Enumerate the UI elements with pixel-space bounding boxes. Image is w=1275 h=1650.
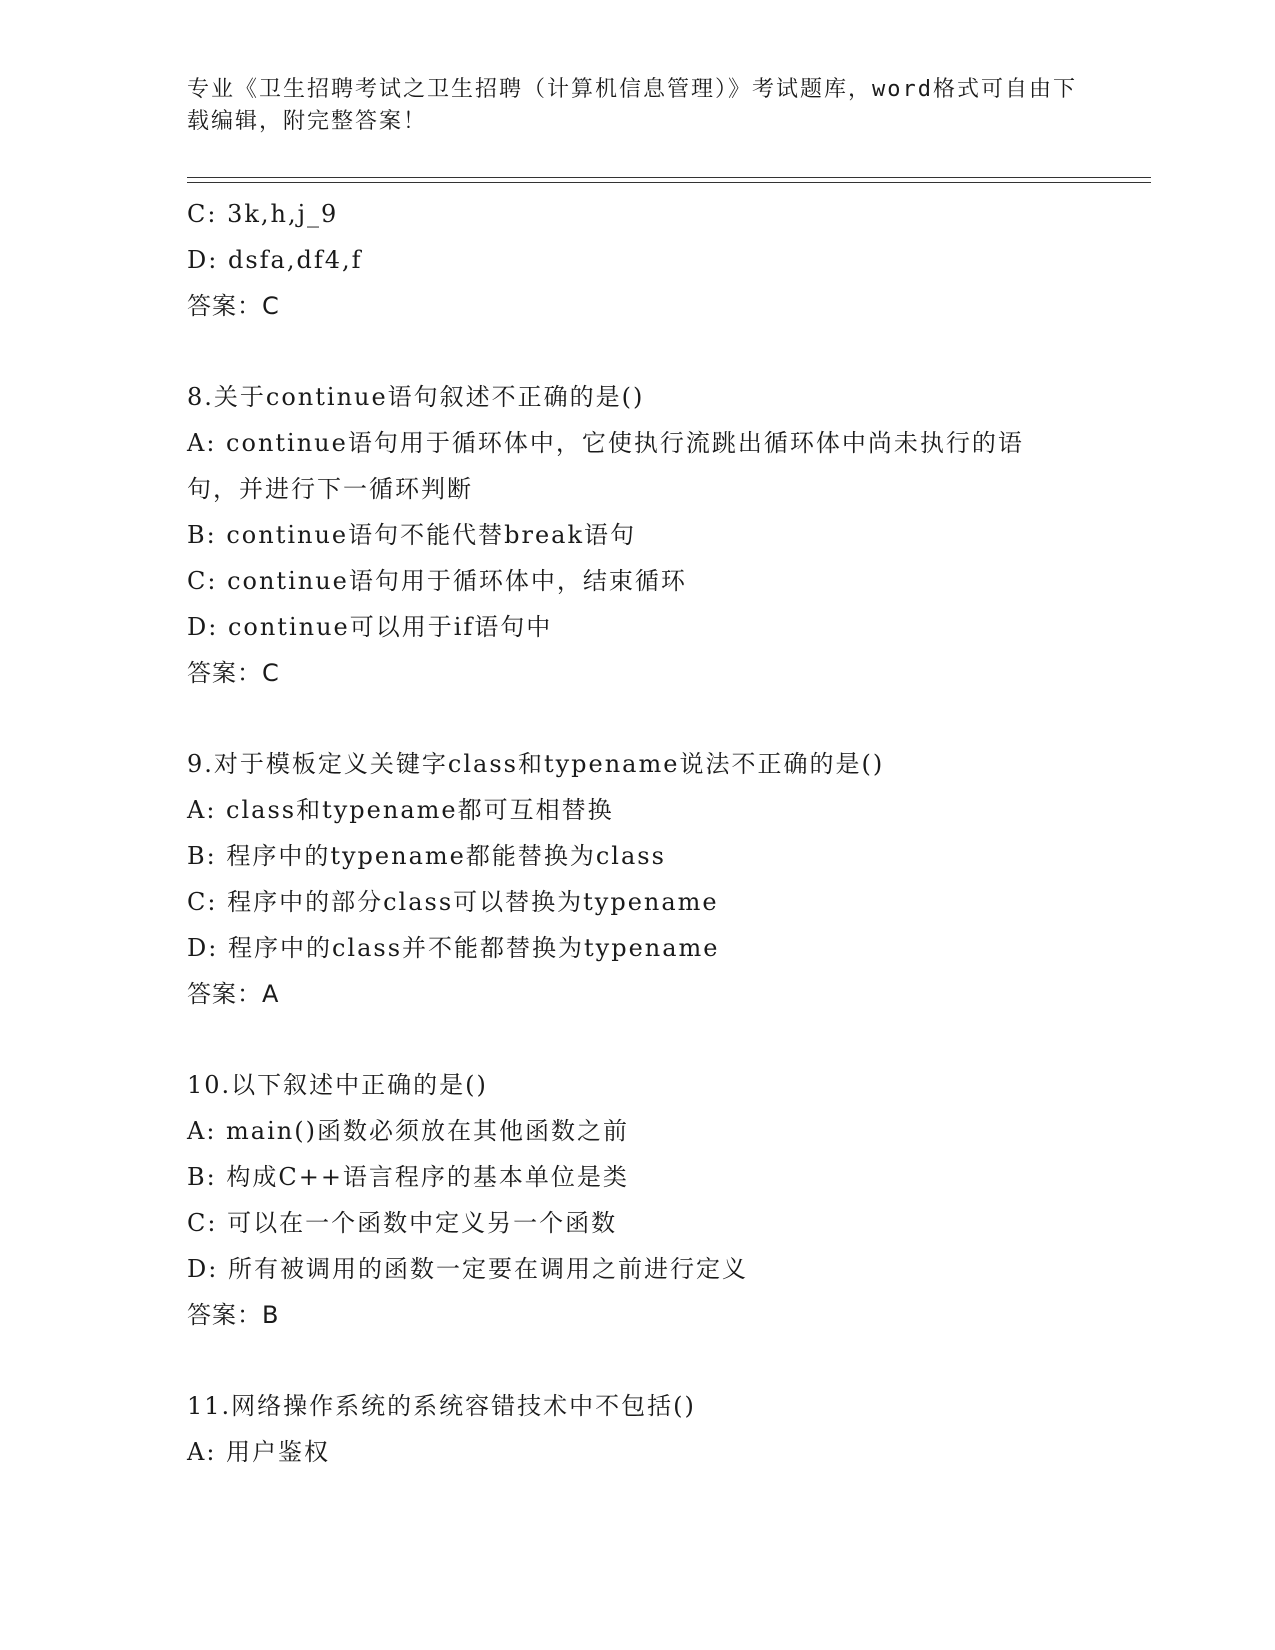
option-d: D: 程序中的class并不能都替换为typename xyxy=(187,934,720,962)
option-a: A: class和typename都可互相替换 xyxy=(187,796,614,824)
question-stem: 11.网络操作系统的系统容错技术中不包括() xyxy=(187,1392,696,1420)
answer-line: 答案：C xyxy=(187,659,280,687)
spacer xyxy=(187,1017,1087,1062)
option-d: D: 所有被调用的函数一定要在调用之前进行定义 xyxy=(187,1255,748,1283)
option-c: C: 可以在一个函数中定义另一个函数 xyxy=(187,1209,618,1237)
option-c: C: 3k,h,j_9 xyxy=(187,200,339,228)
question-stem: 9.对于模板定义关键字class和typename说法不正确的是() xyxy=(187,750,885,778)
answer-line: 答案：A xyxy=(187,980,280,1008)
question-block-8 xyxy=(187,374,1087,696)
header-rule-top xyxy=(187,177,1151,178)
spacer xyxy=(187,329,1087,374)
question-stem: 10.以下叙述中正确的是() xyxy=(187,1071,488,1099)
question-stem: 8.关于continue语句叙述不正确的是() xyxy=(187,383,645,411)
answer-line: 答案：C xyxy=(187,292,280,320)
option-d: D: dsfa,df4,f xyxy=(187,246,363,274)
option-d: D: continue可以用于if语句中 xyxy=(187,613,553,641)
question-block-11 xyxy=(187,1383,1087,1475)
question-block-9 xyxy=(187,741,1087,1017)
option-c: C: 程序中的部分class可以替换为typename xyxy=(187,888,719,916)
option-b: B: 程序中的typename都能替换为class xyxy=(187,842,666,870)
spacer xyxy=(187,696,1087,741)
question-block-7 xyxy=(187,191,1087,329)
option-c: C: continue语句用于循环体中，结束循环 xyxy=(187,567,687,595)
option-a: A: continue语句用于循环体中，它使执行流跳出循环体中尚未执行的语句，并进行下一循环判断 xyxy=(187,429,1024,503)
page-header: 专业《卫生招聘考试之卫生招聘（计算机信息管理）》考试题库，word格式可自由下载编辑，附完整答案！ xyxy=(187,77,1077,134)
option-b: B: continue语句不能代替break语句 xyxy=(187,521,637,549)
option-b: B: 构成C++语言程序的基本单位是类 xyxy=(187,1163,629,1191)
question-list xyxy=(187,191,1087,1475)
spacer xyxy=(187,1338,1087,1383)
option-a: A: 用户鉴权 xyxy=(187,1438,331,1466)
option-a: A: main()函数必须放在其他函数之前 xyxy=(187,1117,629,1145)
answer-line: 答案：B xyxy=(187,1301,280,1329)
header-rule-bottom xyxy=(187,182,1151,183)
question-block-10 xyxy=(187,1062,1087,1338)
